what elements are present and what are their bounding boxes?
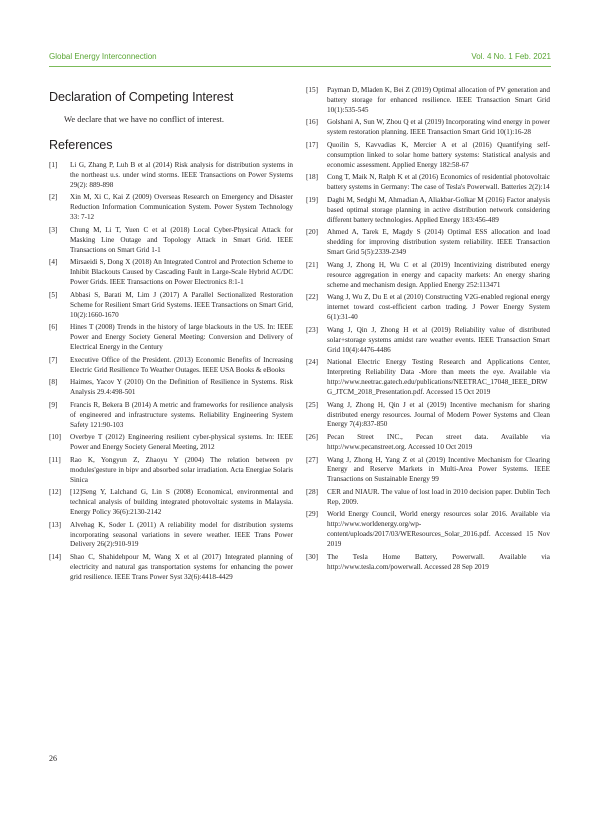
- reference-item: [306, 228, 550, 258]
- reference-text: Cong T, Maik N, Ralph K et al (2016) Economics of residential photovoltaic battery systems in Germany: The case of Tesla's Powerwall. Batteries 2(2):14: [327, 173, 550, 192]
- reference-list-right: [306, 86, 550, 573]
- reference-number: [14]: [49, 553, 61, 562]
- reference-number: [20]: [306, 228, 318, 237]
- reference-number: [28]: [306, 487, 318, 496]
- reference-number: [13]: [49, 520, 61, 529]
- reference-number: [27]: [306, 455, 318, 464]
- reference-text: Francis R, Bekera B (2014) A metric and frameworks for resilience analysis of engineered and infrastructure systems. Reliability Engineering System Safety 121:90-103: [70, 400, 293, 429]
- reference-number: [3]: [49, 225, 58, 234]
- reference-item: [306, 196, 550, 226]
- reference-item: [306, 401, 550, 431]
- reference-text: Wang J, Zhong H, Wu C et al (2019) Incentivizing distributed energy resource aggregation in energy and capacity markets: An energy sharing scheme and mechanism design. Applied Energy 252:113471: [327, 260, 550, 289]
- references-heading: References: [49, 138, 113, 152]
- reference-number: [9]: [49, 400, 58, 409]
- reference-list-left: [49, 161, 293, 583]
- reference-text: Pecan Street INC., Pecan street data. Available via http://www.pecanstreet.org. Accessed 10 Oct 2019: [327, 433, 550, 451]
- reference-text: Mirsaeidi S, Dong X (2018) An Integrated Control and Protection Scheme to Inhibit Blackouts Caused by Cascading Fault in Large-Scale Hybrid AC/DC Power Grids. IEEE Transactions on Power Electronics 8:1-1: [70, 258, 293, 287]
- reference-text: Wang J, Qin J, Zhong H et al (2019) Reliability value of distributed solar+storage systems amidst rare weather events. IEEE Transaction Smart Grid 10(4):4476-4486: [327, 325, 550, 354]
- reference-item: [49, 488, 293, 518]
- reference-number: [2]: [49, 193, 58, 202]
- reference-text: CER and NIAUR. The value of lost load in 2010 decision paper. Dublin Tech Rep, 2009.: [327, 487, 550, 506]
- reference-number: [21]: [306, 260, 318, 269]
- reference-item: [49, 291, 293, 321]
- reference-item: [306, 358, 550, 398]
- reference-item: [306, 553, 550, 573]
- reference-item: [49, 193, 293, 223]
- reference-text: Li G, Zhang P, Luh B et al (2014) Risk analysis for distribution systems in the northeast u.s. under wind storms. IEEE Transactions on Power Systems 29(2): 889-898: [70, 161, 293, 189]
- reference-item: [49, 553, 293, 583]
- declaration-heading: Declaration of Competing Interest: [49, 90, 234, 104]
- reference-text: [12]Seng Y, Lalchand G, Lin S (2008) Economical, environmental and technical analysis of building integrated photovoltaic systems in Malaysia. Energy Policy 36(6):2130-2142: [70, 488, 293, 517]
- reference-text: Haimes, Yacov Y (2010) On the Definition of Resilience in Systems. Risk Analysis 29.4:498-501: [70, 378, 293, 397]
- header-rule: [49, 66, 551, 67]
- reference-number: [5]: [49, 290, 58, 299]
- reference-number: [17]: [306, 140, 318, 149]
- reference-text: Wang J, Wu Z, Du E et al (2010) Constructing V2G-enabled regional energy internet toward cost-efficient carbon trading. J Power Energy System 6(1):31-40: [327, 293, 550, 322]
- reference-item: [49, 356, 293, 376]
- reference-text: Payman D, Mladen K, Bei Z (2019) Optimal allocation of PV generation and battery storage for enhanced resilience. IEEE Transaction Smart Grid 10(1):535-545: [327, 86, 550, 114]
- reference-number: [16]: [306, 118, 318, 127]
- reference-item: [49, 378, 293, 398]
- reference-number: [26]: [306, 433, 318, 442]
- reference-number: [11]: [49, 455, 61, 464]
- reference-number: [4]: [49, 258, 58, 267]
- reference-number: [18]: [306, 173, 318, 182]
- reference-item: [49, 433, 293, 453]
- reference-number: [8]: [49, 378, 58, 387]
- reference-number: [25]: [306, 400, 318, 409]
- reference-number: [10]: [49, 433, 61, 442]
- reference-text: Shao C, Shahidehpour M, Wang X et al (2017) Integrated planning of electricity and natural gas transportation systems for enhancing the power grid resilience. IEEE Trans Power Syst 32(6):4418-4429: [70, 553, 293, 581]
- reference-item: [306, 456, 550, 486]
- reference-item: [49, 521, 293, 551]
- reference-item: [306, 141, 550, 171]
- reference-text: The Tesla Home Battery, Powerwall. Available via http://www.tesla.com/powerwall. Accessed 28 Sep 2019: [327, 552, 550, 571]
- reference-number: [30]: [306, 552, 318, 561]
- reference-text: Abbasi S, Barati M, Lim J (2017) A Parallel Sectionalized Restoration Scheme for Resilient Smart Grid Systems. IEEE Transactions on Smart Grid, 10(2):1660-1670: [70, 290, 293, 319]
- reference-text: Wang J, Zhong H, Qin J et al (2019) Incentive mechanism for sharing distributed energy resources. Journal of Modern Power Systems and Clean Energy 7(4):837-850: [327, 400, 550, 429]
- reference-text: Wang J, Zhong H, Yang Z et al (2019) Incentive Mechanism for Clearing Energy and Reserve Markets in Multi-Area Power Systems. IEEE Transactions on Sustainable Energy 99: [327, 455, 550, 484]
- reference-text: Chung M, Li T, Yuen C et al (2018) Local Cyber-Physical Attack for Masking Line Outage and Topology Attack in Smart Grid. IEEE Transactions on Smart Grid 1-1: [70, 225, 293, 254]
- reference-text: Ahmed A, Tarek E, Magdy S (2014) Optimal ESS allocation and load shedding for improving distribution system reliability. IEEE Transaction Smart Grid 5(5):2339-2349: [327, 228, 550, 257]
- reference-item: [49, 401, 293, 431]
- reference-item: [49, 323, 293, 353]
- reference-item: [306, 86, 550, 116]
- reference-number: [24]: [306, 358, 318, 367]
- reference-item: [49, 258, 293, 288]
- reference-text: Xin M, Xi C, Kai Z (2009) Overseas Research on Emergency and Disaster Reduction Information Communication System. Power System Technology 33: 7-12: [70, 193, 293, 222]
- reference-number: [23]: [306, 325, 318, 334]
- reference-number: [7]: [49, 355, 58, 364]
- running-header: [49, 52, 551, 66]
- reference-number: [22]: [306, 293, 318, 302]
- reference-text: Golshani A, Sun W, Zhou Q et al (2019) Incorporating wind energy in power system restoration planning. IEEE Transaction Smart Grid 10(1):16-28: [327, 118, 550, 137]
- reference-text: Overbye T (2012) Engineering resilient cyber-physical systems. In: IEEE Power and Energy Society General Meeting, 2012: [70, 433, 293, 452]
- reference-text: National Electric Energy Testing Research and Applications Center, Interpreting Reliability Data -More than meets the eye. Available via http://www.neetrac.gatech.edu/publications/NEETRAC_17048_IEEE_DRWG_JTCM_2018_Presentation.pdf. Accessed 15 Oct 2019: [327, 358, 550, 397]
- reference-item: [306, 118, 550, 138]
- reference-text: Hines T (2008) Trends in the history of large blackouts in the US. In: IEEE Power and Energy Society General Meeting: Conversion and Delivery of Electrical Energy in the Century: [70, 323, 293, 352]
- reference-number: [12]: [49, 488, 61, 497]
- reference-item: [306, 433, 550, 453]
- reference-text: Daghi M, Sedghi M, Ahmadian A, Aliakbar-Golkar M (2016) Factor analysis based optimal storage planning in active distribution network considering different battery technologies. Applied Energy 183:456-489: [327, 195, 550, 224]
- reference-item: [306, 326, 550, 356]
- reference-text: Quoilin S, Kavvadias K, Mercier A et al (2016) Quantifying self-consumption linked to solar home battery systems: Statistical analysis and economic assessment. Applied Energy 182:58-67: [327, 140, 550, 169]
- reference-item: [306, 488, 550, 508]
- reference-item: [306, 173, 550, 193]
- reference-text: World Energy Council, World energy resources solar 2016. Available via http://www.worldenergy.org/wp-content/uploads/2017/03/WEResources_Solar_2016.pdf. Accessed 15 Nov 2019: [327, 510, 550, 549]
- reference-item: [49, 456, 293, 486]
- reference-number: [19]: [306, 195, 318, 204]
- reference-text: Executive Office of the President. (2013) Economic Benefits of Increasing Electric Grid Resilience To Weather Outages. IEEE USA Books & eBooks: [70, 355, 293, 374]
- reference-number: [1]: [49, 161, 58, 169]
- declaration-statement: We declare that we have no conflict of interest.: [64, 114, 225, 124]
- reference-text: Alvehag K, Soder L (2011) A reliability model for distribution systems incorporating seasonal variations in severe weather. IEEE Trans Power Delivery 26(2):910-919: [70, 520, 293, 549]
- journal-name: Global Energy Interconnection: [49, 52, 157, 61]
- reference-number: [6]: [49, 323, 58, 332]
- reference-text: Rao K, Yongyun Z, Zhaoyu Y (2004) The relation between pv modules'gesture in bipv and absorbed solar irradiation. Acta Energiae Solaris Sinica: [70, 455, 293, 484]
- issue-info: Vol. 4 No. 1 Feb. 2021: [471, 52, 551, 61]
- reference-item: [306, 261, 550, 291]
- reference-item: [49, 161, 293, 191]
- reference-number: [29]: [306, 510, 318, 519]
- reference-number: [15]: [306, 86, 318, 94]
- reference-item: [49, 226, 293, 256]
- reference-item: [306, 293, 550, 323]
- page-number: 26: [49, 754, 57, 763]
- left-column: [49, 86, 293, 585]
- right-column: [306, 86, 550, 575]
- reference-item: [306, 510, 550, 550]
